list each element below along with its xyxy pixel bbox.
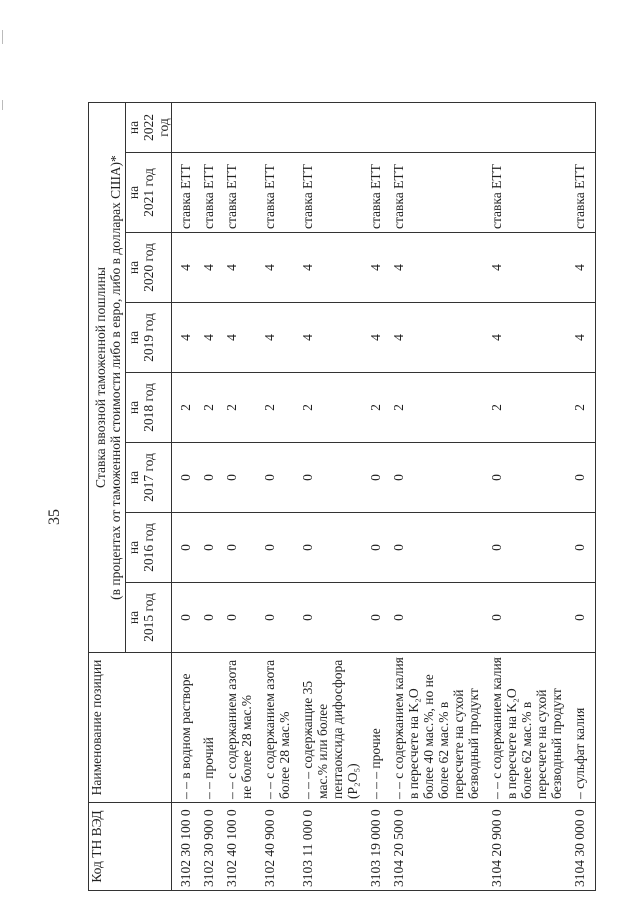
rate-cell: 2 [224,373,262,443]
rate-cell: 4 [391,303,489,373]
header-year-5 [126,233,172,303]
name-cell: – – с содержанием азота более 28 мас.% [262,653,300,803]
rate-cell: 0 [224,583,262,653]
table-row [201,103,224,891]
code-cell: 3104 30 000 0 [572,803,596,891]
table-row [391,103,489,891]
code-cell: 3103 11 000 0 [300,803,368,891]
rate-cell: 2 [300,373,368,443]
rate-cell: 0 [391,513,489,583]
rate-cell: 4 [489,303,572,373]
rate-cell: 0 [201,443,224,513]
rate-cell: ставка ЕТТ [489,153,572,233]
rate-cell: 0 [391,583,489,653]
header-year-label: 2022 год [141,114,171,141]
name-cell: – – с содержанием азота не более 28 мас.% [224,653,262,803]
code-cell: 3103 19 000 0 [368,803,391,891]
rate-cell [489,103,572,153]
name-cell: – – с содержанием калия в пересчете на K₂O более 40 мас.%, но не более 62 мас.% в пересчете на сухой безводный продукт [391,653,489,803]
rate-cell: 0 [572,443,596,513]
rate-cell: 4 [201,303,224,373]
name-cell: – – – прочие [368,653,391,803]
rate-cell [201,103,224,153]
rate-cell: 0 [489,443,572,513]
rate-cell: 0 [300,513,368,583]
rate-cell: 4 [572,303,596,373]
header-year-na: на [126,610,141,625]
rate-cell: 4 [224,233,262,303]
rate-cell: ставка ЕТТ [224,153,262,233]
header-year-na: на [126,260,141,275]
rate-cell: 0 [391,443,489,513]
table-body [172,103,596,891]
rate-cell: 4 [368,233,391,303]
header-row-title [89,103,109,891]
table-row [224,103,262,891]
rate-cell [391,103,489,153]
header-year-0 [126,583,172,653]
header-year-label: 2018 год [141,383,156,432]
header-year-label: 2021 год [141,168,156,217]
rate-cell: 4 [172,303,202,373]
rate-cell: 0 [572,583,596,653]
header-year-na: на [126,185,141,200]
header-year-na: на [126,400,141,415]
name-cell: – – в водном растворе [172,653,202,803]
rate-cell: 2 [489,373,572,443]
rate-cell: 2 [391,373,489,443]
header-rate-title-line1: Ставка ввозной таможенной пошлины [93,267,108,488]
rate-cell: 0 [489,513,572,583]
rate-cell: 2 [172,373,202,443]
header-year-na: на [126,470,141,485]
rate-cell: 4 [489,233,572,303]
header-year-label: 2016 год [141,523,156,572]
table-row [489,103,572,891]
table-row [368,103,391,891]
rate-cell: 0 [172,583,202,653]
header-year-1 [126,513,172,583]
document-page [46,45,590,905]
rate-cell: 0 [300,583,368,653]
code-cell: 3104 20 900 0 [489,803,572,891]
rate-cell: ставка ЕТТ [391,153,489,233]
rate-cell: 4 [262,303,300,373]
rate-cell [572,103,596,153]
header-code: Код ТН ВЭД [89,803,172,891]
rate-cell: 0 [262,513,300,583]
header-year-label: 2015 год [141,593,156,642]
rate-cell: 0 [368,513,391,583]
header-year-label: 2020 год [141,243,156,292]
rate-cell: 2 [262,373,300,443]
header-year-2 [126,443,172,513]
page-number: 35 [46,509,63,525]
rate-cell [172,103,202,153]
rate-cell: ставка ЕТТ [572,153,596,233]
name-cell: – – – содержащие 35 мас.% или более пентаоксида дифосфора (P₂O₅) [300,653,368,803]
rate-cell: 0 [262,443,300,513]
rate-cell: 0 [172,443,202,513]
rate-cell: 0 [172,513,202,583]
header-year-label: 2017 год [141,453,156,502]
header-rate-subtitle: (в процентах от таможенной стоимости либо в евро, либо в долларах США)* [108,103,126,653]
rate-cell: 0 [224,513,262,583]
rate-cell: 4 [300,233,368,303]
rate-cell: ставка ЕТТ [368,153,391,233]
code-cell: 3102 30 900 0 [201,803,224,891]
rate-cell: 0 [262,583,300,653]
rate-cell [224,103,262,153]
code-cell: 3102 40 100 0 [224,803,262,891]
header-year-na: на [126,540,141,555]
rate-cell: ставка ЕТТ [262,153,300,233]
header-name: Наименование позиции [89,653,172,803]
rate-cell [262,103,300,153]
rate-cell: 2 [201,373,224,443]
rate-cell: 0 [368,443,391,513]
header-rate-title [89,103,109,653]
rate-cell: 4 [391,233,489,303]
table-row [262,103,300,891]
header-year-na: на [126,120,141,135]
rate-cell: 0 [224,443,262,513]
header-year-na: на [126,330,141,345]
rate-cell: 4 [300,303,368,373]
header-year-label: 2019 год [141,313,156,362]
rate-cell: 0 [368,583,391,653]
header-year-4 [126,303,172,373]
rate-cell: ставка ЕТТ [201,153,224,233]
code-cell: 3102 40 900 0 [262,803,300,891]
rate-cell: ставка ЕТТ [172,153,202,233]
rate-cell: 0 [489,583,572,653]
rate-cell: 4 [201,233,224,303]
rate-cell: 4 [172,233,202,303]
rate-cell: 0 [201,583,224,653]
tariff-table [88,102,596,891]
table-row [572,103,596,891]
rate-cell: 4 [368,303,391,373]
header-year-7 [126,103,172,153]
rate-cell: ставка ЕТТ [300,153,368,233]
rate-cell: 2 [368,373,391,443]
table-row [300,103,368,891]
rate-cell: 0 [201,513,224,583]
table-row [172,103,202,891]
name-cell: – сульфат калия [572,653,596,803]
name-cell: – – с содержанием калия в пересчете на K₂O более 62 мас.% в пересчете на сухой безводный продукт [489,653,572,803]
rate-cell [300,103,368,153]
rate-cell: 4 [224,303,262,373]
name-cell: – – прочий [201,653,224,803]
code-cell: 3104 20 500 0 [391,803,489,891]
rate-cell: 4 [262,233,300,303]
header-year-6 [126,153,172,233]
code-cell: 3102 30 100 0 [172,803,202,891]
header-year-3 [126,373,172,443]
rate-cell: 4 [572,233,596,303]
rate-cell: 0 [572,513,596,583]
rate-cell: 2 [572,373,596,443]
rate-cell: 0 [300,443,368,513]
rate-cell [368,103,391,153]
